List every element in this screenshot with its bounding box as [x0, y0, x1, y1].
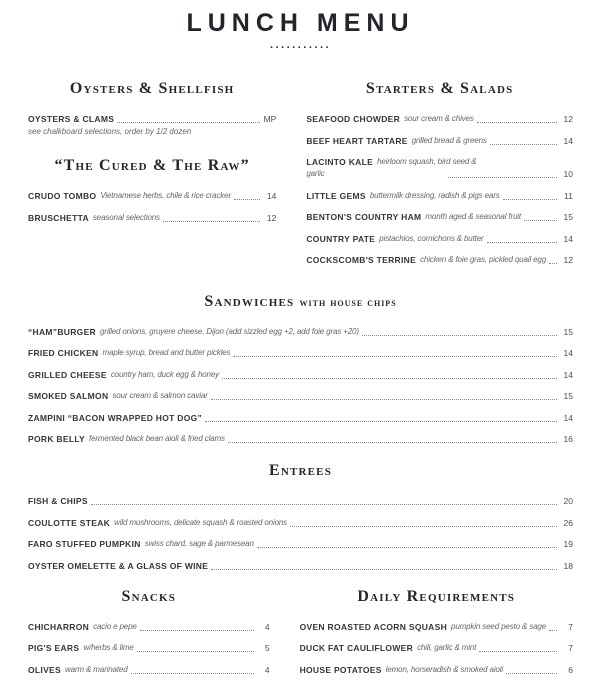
item-line: [28, 369, 573, 381]
item-name: DUCK FAT CAULIFLOWER: [299, 643, 414, 653]
section-heading-text: Oysters & Shellfish: [69, 80, 235, 97]
menu-item: [306, 254, 573, 266]
section-heading: [28, 293, 573, 311]
item-price: 7: [568, 621, 573, 632]
right-column: [306, 80, 573, 276]
dotted-leader: [137, 651, 254, 652]
dotted-leader: [163, 221, 260, 222]
item-list: [28, 326, 573, 446]
item-price: 5: [264, 643, 270, 653]
section-heading: [28, 588, 270, 606]
section-entrees: [28, 462, 573, 572]
item-description: grilled bread & greens: [411, 135, 487, 145]
item-list: [28, 621, 270, 676]
section-oysters-shellfish: [28, 80, 276, 137]
menu-item: [300, 642, 573, 654]
dotted-leader: [503, 199, 557, 200]
item-list: [28, 113, 276, 137]
item-line: [306, 254, 573, 266]
menu-item: [28, 347, 573, 359]
item-price: 15: [563, 212, 573, 222]
item-line: [28, 347, 573, 359]
item-name: OYSTER OMELETTE & A GLASS OF WINE: [28, 560, 209, 571]
section-cured-raw: [28, 157, 276, 224]
item-description: Vietnamese herbs, chile & rice cracker: [100, 191, 231, 200]
item-name: BRUSCHETTA: [28, 212, 89, 223]
dotted-leader: [91, 504, 557, 505]
dotted-leader: [549, 630, 557, 631]
item-line: [28, 190, 276, 202]
item-name: FISH & CHIPS: [28, 496, 88, 506]
section-heading-text: Entrees: [268, 462, 333, 479]
item-price: 14: [266, 191, 277, 201]
item-line: [306, 135, 573, 147]
item-line: [28, 642, 270, 654]
dotted-leader: [233, 356, 557, 357]
menu-item: [28, 664, 270, 676]
section-heading-text: Sandwiches: [204, 292, 295, 310]
menu-item: [28, 212, 276, 224]
item-price: 4: [264, 664, 270, 675]
item-name: PORK BELLY: [28, 434, 86, 444]
item-description: month aged & seasonal fruit: [425, 212, 521, 221]
item-price: 14: [563, 233, 573, 244]
item-description: chili, garlic & mint: [417, 643, 477, 652]
section-daily-requirements: [300, 588, 573, 686]
section-heading: [300, 588, 573, 606]
menu-item: [306, 135, 573, 147]
dotted-leader: [117, 122, 260, 123]
item-line: [306, 113, 573, 125]
dotted-leader: [222, 378, 557, 379]
item-line: [28, 433, 573, 445]
item-line: [28, 538, 573, 550]
menu-item: [306, 156, 573, 180]
item-price: 18: [563, 560, 573, 571]
page-title: LUNCH MENU: [186, 9, 415, 37]
section-heading-suffix: with house chips: [299, 294, 397, 309]
item-price: 15: [563, 326, 573, 337]
menu-item: [28, 113, 276, 137]
item-description: seasonal selections: [92, 212, 160, 222]
item-description-continued: garlic: [306, 169, 325, 178]
dotted-leader: [140, 630, 254, 631]
item-price: 15: [563, 391, 573, 401]
item-name: BEEF HEART TARTARE: [306, 135, 408, 146]
item-price: 11: [564, 190, 573, 201]
item-name: CHICHARRON: [28, 621, 90, 632]
item-line: [28, 326, 573, 338]
dotted-leader: [479, 651, 557, 652]
item-price: 14: [563, 412, 573, 423]
item-description: heirloom squash, bird seed &: [377, 157, 477, 166]
left-column: [28, 80, 276, 276]
menu-item: [28, 495, 573, 507]
item-price: 12: [563, 255, 573, 265]
item-description: w/herbs & lime: [83, 643, 134, 652]
section-starters-salads: [306, 80, 573, 266]
item-name: CRUDO TOMBO: [28, 191, 97, 201]
section-heading: [28, 80, 276, 98]
item-name: COCKSCOMB'S TERRINE: [306, 255, 417, 265]
item-price: 7: [568, 643, 573, 653]
item-description: pumpkin seed pesto & sage: [451, 621, 546, 631]
item-price: 10: [563, 169, 573, 179]
menu-item: [28, 190, 276, 202]
item-name: LACINTO KALE: [306, 157, 374, 167]
item-price: 4: [264, 621, 270, 632]
item-name: BENTON'S COUNTRY HAM: [306, 212, 422, 222]
item-name: COULOTTE STEAK: [28, 517, 111, 528]
section-sandwiches: [28, 293, 573, 446]
item-name: FARO STUFFED PUMPKIN: [28, 539, 141, 549]
item-description: country ham, duck egg & honey: [110, 369, 219, 379]
item-line: [300, 642, 573, 654]
item-name: GRILLED CHEESE: [28, 369, 107, 380]
section-heading: [28, 462, 573, 480]
item-price: 12: [266, 212, 277, 223]
menu-item: [306, 211, 573, 223]
item-description: buttermilk dressing, radish & pigs ears: [369, 190, 500, 200]
dotted-leader: [487, 242, 557, 243]
item-name: PIG'S EARS: [28, 643, 80, 653]
item-name: OVEN ROASTED ACORN SQUASH: [299, 621, 448, 632]
dotted-leader: [506, 673, 557, 674]
dotted-leader: [131, 673, 254, 674]
dotted-leader: [228, 442, 557, 443]
title-dots-separator: ...........: [269, 39, 332, 51]
section-heading: [306, 80, 573, 98]
item-name: SMOKED SALMON: [28, 391, 109, 401]
item-price: 14: [563, 369, 573, 380]
item-description: cacio e pepe: [93, 621, 137, 631]
dotted-leader: [524, 220, 557, 221]
menu-item: [28, 433, 573, 445]
item-line: [306, 168, 573, 180]
item-description: pistachios, cornichons & butter: [379, 233, 484, 243]
item-price: 16: [563, 434, 573, 444]
dotted-leader: [211, 569, 557, 570]
item-name: LITTLE GEMS: [306, 190, 366, 201]
item-description: wild mushrooms, delicate squash & roasted onions: [114, 517, 288, 527]
item-line: [306, 156, 573, 168]
menu-item: [28, 560, 573, 572]
item-list: [28, 495, 573, 572]
item-name: “HAM”BURGER: [28, 326, 96, 337]
menu-item: [28, 390, 573, 402]
section-heading: [28, 157, 276, 175]
dotted-leader: [490, 144, 557, 145]
dotted-leader: [290, 526, 557, 527]
item-description: lemon, horseradish & smoked aioli: [385, 664, 504, 674]
item-line: [28, 621, 270, 633]
item-list: [300, 621, 573, 676]
item-description: maple syrup, bread and butter pickles: [102, 348, 231, 357]
dotted-leader: [477, 122, 557, 123]
item-description: fermented black bean aioli & fried clams: [89, 434, 225, 443]
item-line: [28, 113, 276, 125]
item-name: ZAMPINI “BACON WRAPPED HOT DOG”: [28, 412, 203, 423]
item-description: warm & marinated: [64, 664, 128, 674]
section-heading-text: “The Cured & The Raw”: [54, 157, 250, 174]
dotted-leader: [211, 399, 557, 400]
item-line: [306, 190, 573, 202]
item-line: [28, 412, 573, 424]
item-price: 19: [563, 539, 573, 549]
menu-item: [28, 538, 573, 550]
item-name: FRIED CHICKEN: [28, 348, 99, 358]
item-list: [306, 113, 573, 266]
item-line: [28, 390, 573, 402]
menu-item: [28, 326, 573, 338]
dotted-leader: [257, 547, 557, 548]
item-description: grilled onions, gruyere cheese, Dijon (add sizzled egg +2, add foie gras +20): [100, 326, 359, 336]
menu-item: [306, 233, 573, 245]
menu-item: [28, 642, 270, 654]
section-heading-text: Daily Requirements: [357, 587, 516, 605]
item-description: swiss chard, sage & parmesean: [144, 539, 254, 548]
dotted-leader: [549, 263, 557, 264]
item-line: [300, 621, 573, 633]
section-heading-text: Snacks: [121, 587, 177, 605]
dotted-leader: [205, 421, 557, 422]
item-name: COUNTRY PATE: [306, 233, 376, 244]
menu-item: [306, 190, 573, 202]
item-list: [28, 190, 276, 224]
item-description: sour cream & chives: [404, 114, 474, 123]
menu-item: [300, 664, 573, 676]
dotted-leader: [234, 199, 260, 200]
item-line: [28, 495, 573, 507]
section-heading-text: Starters & Salads: [365, 80, 514, 97]
menu-item: [28, 517, 573, 529]
item-line: [306, 211, 573, 223]
item-line: [28, 560, 573, 572]
item-description: sour cream & salmon caviar: [112, 391, 208, 400]
item-note: see chalkboard selections, order by 1/2 dozen: [28, 127, 192, 136]
menu-item: [300, 621, 573, 633]
item-line: [306, 233, 573, 245]
item-line: [28, 664, 270, 676]
menu-item: [28, 412, 573, 424]
item-name: SEAFOOD CHOWDER: [306, 114, 401, 124]
dotted-leader: [448, 177, 557, 178]
item-price: MP: [263, 114, 277, 124]
bottom-columns: [28, 588, 573, 686]
item-price: 26: [563, 517, 573, 528]
dotted-leader: [362, 335, 557, 336]
top-columns: [28, 80, 573, 276]
item-name: HOUSE POTATOES: [299, 664, 382, 675]
item-line: [28, 517, 573, 529]
item-price: 14: [563, 348, 573, 358]
item-price: 6: [568, 664, 573, 675]
item-price: 12: [563, 114, 573, 124]
menu-item: [28, 621, 270, 633]
item-line: [300, 664, 573, 676]
item-name: OLIVES: [28, 664, 61, 675]
menu-item: [306, 113, 573, 125]
item-name: OYSTERS & CLAMS: [28, 114, 115, 124]
section-snacks: [28, 588, 270, 686]
menu-item: [28, 369, 573, 381]
item-line: [28, 212, 276, 224]
item-description: chicken & foie gras, pickled quail egg: [420, 255, 546, 264]
item-price: 14: [563, 135, 573, 146]
item-price: 20: [563, 496, 573, 506]
